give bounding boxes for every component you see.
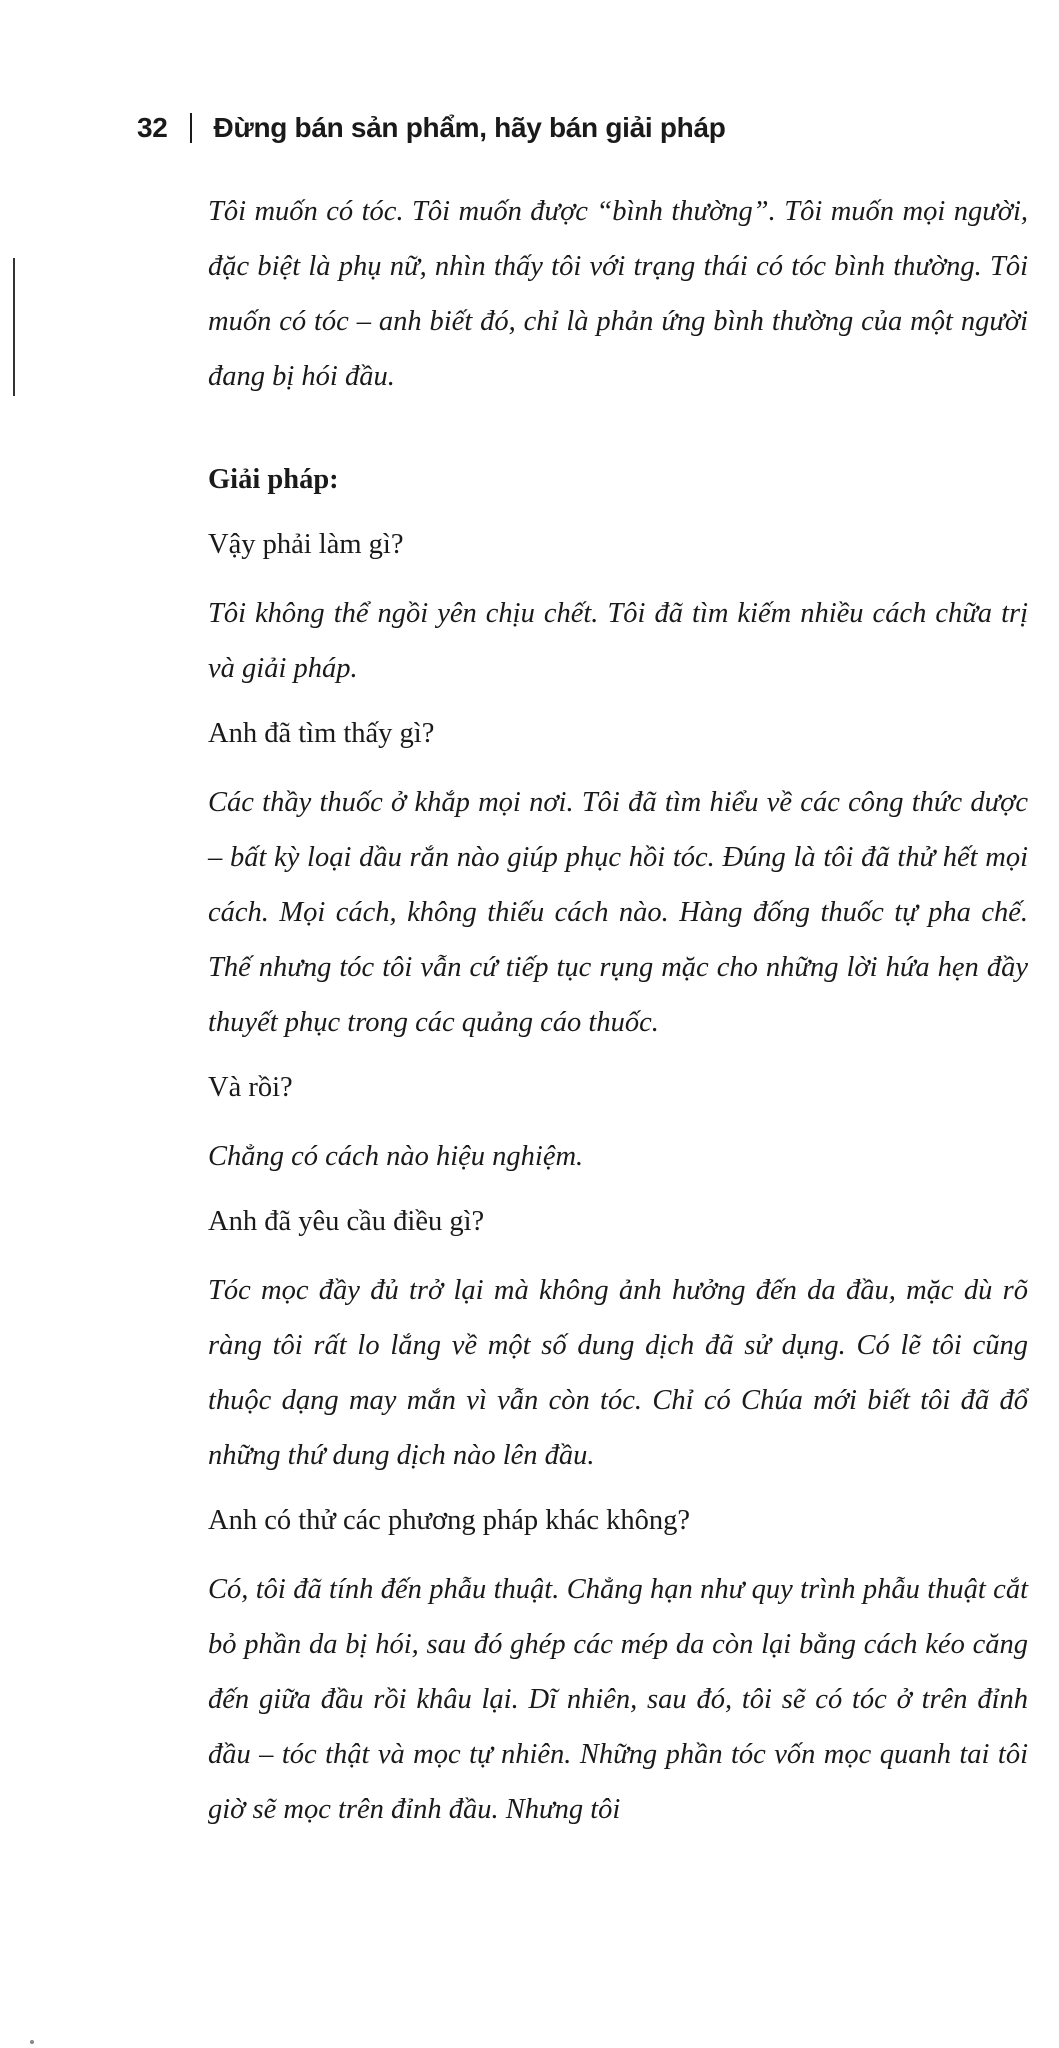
question-line: Anh có thử các phương pháp khác không? <box>208 1505 691 1536</box>
question-line: Và rồi? <box>208 1072 293 1103</box>
answer-paragraph: Chẳng có cách nào hiệu nghiệm. <box>208 1141 584 1172</box>
answer-paragraph: Tôi không thể ngồi yên chịu chết. Tôi đã tìm kiếm nhiều cách chữa trị và giải pháp. <box>208 598 1028 684</box>
header-separator <box>190 113 192 143</box>
question-line: Anh đã yêu cầu điều gì? <box>208 1206 485 1237</box>
question-line: Anh đã tìm thấy gì? <box>208 718 435 749</box>
answer-paragraph: Tôi muốn có tóc. Tôi muốn được “bình thường”. Tôi muốn mọi người, đặc biệt là phụ nữ, nhìn thấy tôi với trạng thái có tóc bình thường. Tôi muốn có tóc – anh biết đó, chỉ là phản ứng bình thường của một người đang bị hói đầu. <box>208 196 1028 392</box>
scan-speck <box>30 2040 34 2044</box>
section-heading: Giải pháp: <box>208 464 339 495</box>
running-header <box>137 112 726 144</box>
answer-paragraph: Có, tôi đã tính đến phẫu thuật. Chẳng hạn như quy trình phẫu thuật cắt bỏ phần da bị hói, sau đó ghép các mép da còn lại bằng cách kéo căng đến giữa đầu rồi khâu lại. Dĩ nhiên, sau đó, tôi sẽ có tóc ở trên đỉnh đầu – tóc thật và mọc tự nhiên. Những phần tóc vốn mọc quanh tai tôi giờ sẽ mọc trên đỉnh đầu. Nhưng tôi <box>208 1574 1028 1825</box>
body-text <box>208 184 1028 1847</box>
page-number: 32 <box>137 112 168 143</box>
answer-paragraph: Các thầy thuốc ở khắp mọi nơi. Tôi đã tìm hiểu về các công thức dược – bất kỳ loại dầu rắn nào giúp phục hồi tóc. Đúng là tôi đã thử hết mọi cách. Mọi cách, không thiếu cách nào. Hàng đống thuốc tự pha chế. Thế nhưng tóc tôi vẫn cứ tiếp tục rụng mặc cho những lời hứa hẹn đầy thuyết phục trong các quảng cáo thuốc. <box>208 787 1028 1038</box>
question-line: Vậy phải làm gì? <box>208 529 404 560</box>
margin-rule <box>13 258 15 396</box>
book-title: Đừng bán sản phẩm, hãy bán giải pháp <box>213 112 726 143</box>
answer-paragraph: Tóc mọc đầy đủ trở lại mà không ảnh hưởng đến da đầu, mặc dù rõ ràng tôi rất lo lắng về một số dung dịch đã sử dụng. Có lẽ tôi cũng thuộc dạng may mắn vì vẫn còn tóc. Chỉ có Chúa mới biết tôi đã đổ những thứ dung dịch nào lên đầu. <box>208 1275 1028 1471</box>
